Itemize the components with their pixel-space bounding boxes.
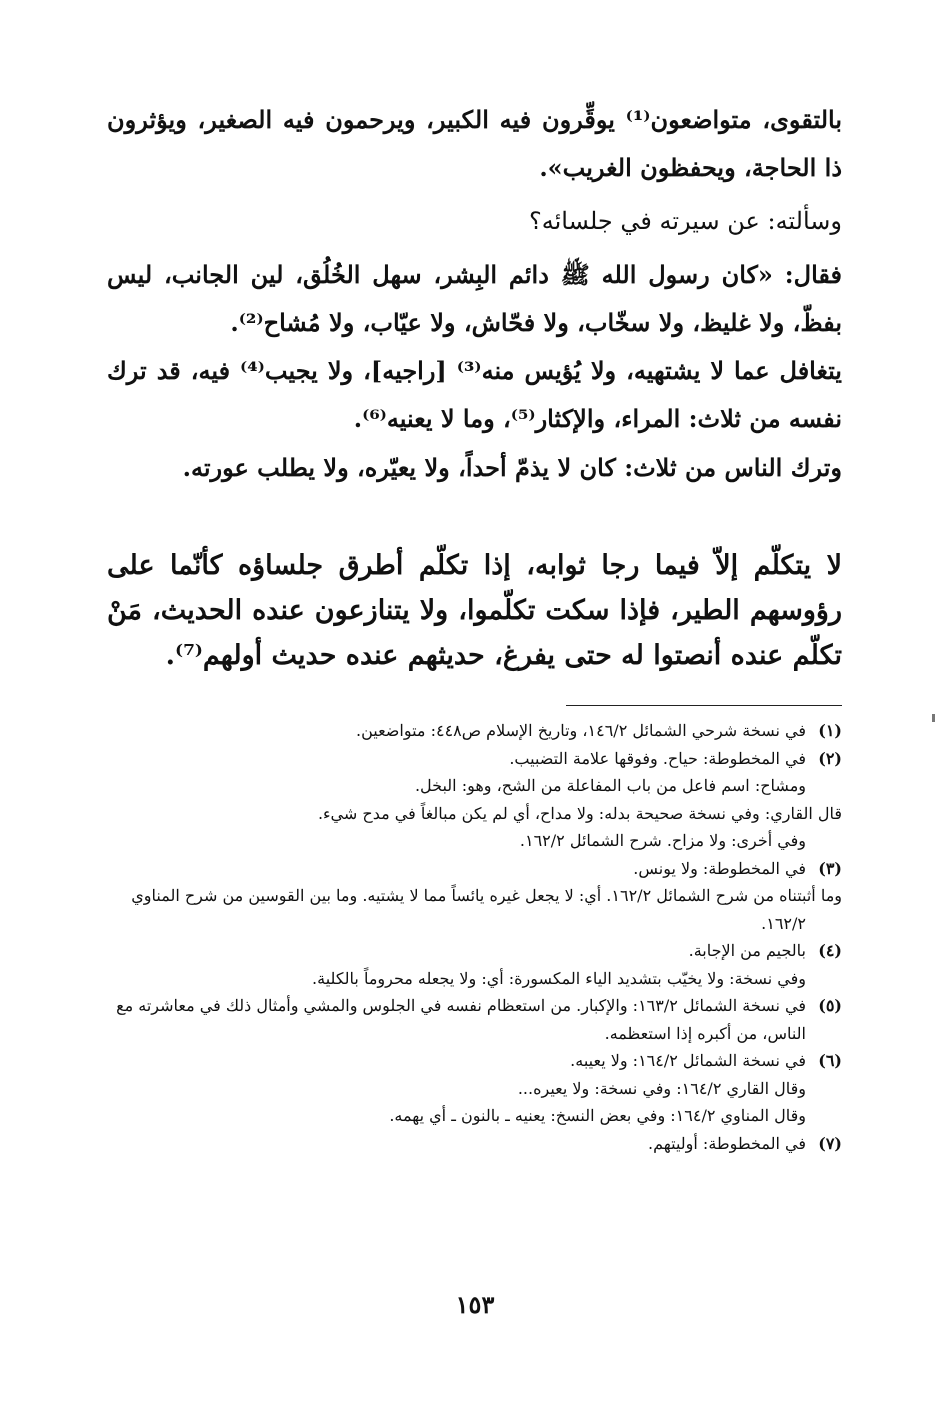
footnote-line: في المخطوطة: أوليتهم. (648, 1133, 806, 1153)
footnote-number: (٤) (818, 941, 842, 960)
footnote-line: في نسخة الشمائل ١٦٣/٢: والإكبار. من استعظام نفسه في الجلوس والمشي وأمثال ذلك في معاشرته مع الناس، من أكبره إذا استعظمه. (116, 996, 806, 1043)
footnote-line: في نسخة شرحي الشمائل ١٤٦/٢، وتاريخ الإسلام ص٤٤٨: متواضعين. (355, 721, 806, 740)
paragraph-3: فقال: «كان رسول الله ﷺ دائم البِشر، سهل الخُلُق، لين الجانب، ليس بفظّ، ولا غليظ، ولا سخّاب، ولا فحّاش، ولا عيّاب، ولا مُشاح⁽²⁾. (107, 260, 842, 337)
footnote-line: في المخطوطة: حياح. وفوقها علامة التضبيب. (509, 748, 806, 768)
footnote-line: في نسخة الشمائل ١٦٤/٢: ولا يعيبه. (570, 1051, 806, 1070)
scan-mark (932, 714, 935, 722)
footnote-line: وفي نسخة: ولا يخيّب بتشديد الياء المكسورة: أي: ولا يجعله محروماً بالكلية. (312, 968, 806, 988)
footnote-number: (٢) (818, 748, 842, 768)
footnote-number: (٦) (818, 1051, 842, 1070)
paragraph-5: وترك الناس من ثلاث: كان لا يذمّ أحداً، ولا يعيّره، ولا يطلب عورته. (182, 453, 842, 482)
footnote-number: (٥) (818, 996, 842, 1015)
paragraph-2: وسألته: عن سيرته في جلسائه؟ (528, 207, 842, 235)
footnote-separator (566, 705, 842, 706)
footnote-6 (97, 1047, 842, 1130)
footnote-line: وقال القاري ١٦٤/٢: وفي نسخة: ولا يعيره... (517, 1078, 806, 1098)
footnote-7 (97, 1130, 842, 1158)
footnote-number: (٣) (818, 858, 842, 878)
footnote-4 (97, 937, 842, 992)
footnotes (97, 717, 842, 1157)
paragraph-4: يتغافل عما لا يشتهيه، ولا يُؤيس منه⁽³⁾ [راجيه]، ولا يجيب⁽⁴⁾ فيه، قد ترك نفسه من ثلاث: المراء، والإكثار⁽⁵⁾، وما لا يعنيه⁽⁶⁾. (107, 356, 842, 433)
footnote-line: في المخطوطة: ولا يونس. (633, 858, 806, 878)
paragraph-6: لا يتكلّم إلاّ فيما رجا ثوابه، إذا تكلّم أطرق جلساؤه كأنّما على رؤوسهم الطير، فإذا سكت تكلّموا، ولا يتنازعون عنده الحديث، مَنْ تكلّم عنده أنصتوا له حتى يفرغ، حديثهم عنده حديث أولهم⁽⁷⁾. (107, 550, 842, 671)
footnote-line: قال القاري: وفي نسخة صحيحة بدله: ولا مداح، أي لم يكن مبالغاً في مدح شيء. (317, 803, 842, 823)
footnote-1 (97, 717, 842, 745)
footnote-line: وقال المناوي ١٦٤/٢: وفي بعض النسخ: يعنيه ـ بالنون ـ أي يهمه. (389, 1106, 806, 1125)
footnote-5 (97, 992, 842, 1047)
footnote-line: بالجيم من الإجابة. (688, 941, 806, 960)
footnote-number: (١) (818, 721, 842, 740)
footnote-line: وفي أخرى: ولا مزاح. شرح الشمائل ١٦٢/٢. (519, 831, 806, 850)
footnote-number: (٧) (818, 1133, 842, 1153)
footnote-2 (97, 745, 842, 800)
footnote-line: ومشاح: اسم فاعل من باب المفاعلة من الشح، وهو: البخل. (414, 776, 806, 795)
footnote-3 (97, 855, 842, 883)
page-number: ١٥٣ (455, 1290, 495, 1319)
footnote-line: وما أثبتناه من شرح الشمائل ١٦٢/٢. أي: لا يجعل غيره يائساً مما لا يشتيه. وما بين القوسين من شرح المناوي ١٦٢/٢. (131, 886, 842, 933)
paragraph-1: بالتقوى، متواضعون⁽¹⁾ يوقِّرون فيه الكبير، ويرحمون فيه الصغير، ويؤثرون ذا الحاجة، ويحفظون الغريب». (107, 105, 843, 182)
